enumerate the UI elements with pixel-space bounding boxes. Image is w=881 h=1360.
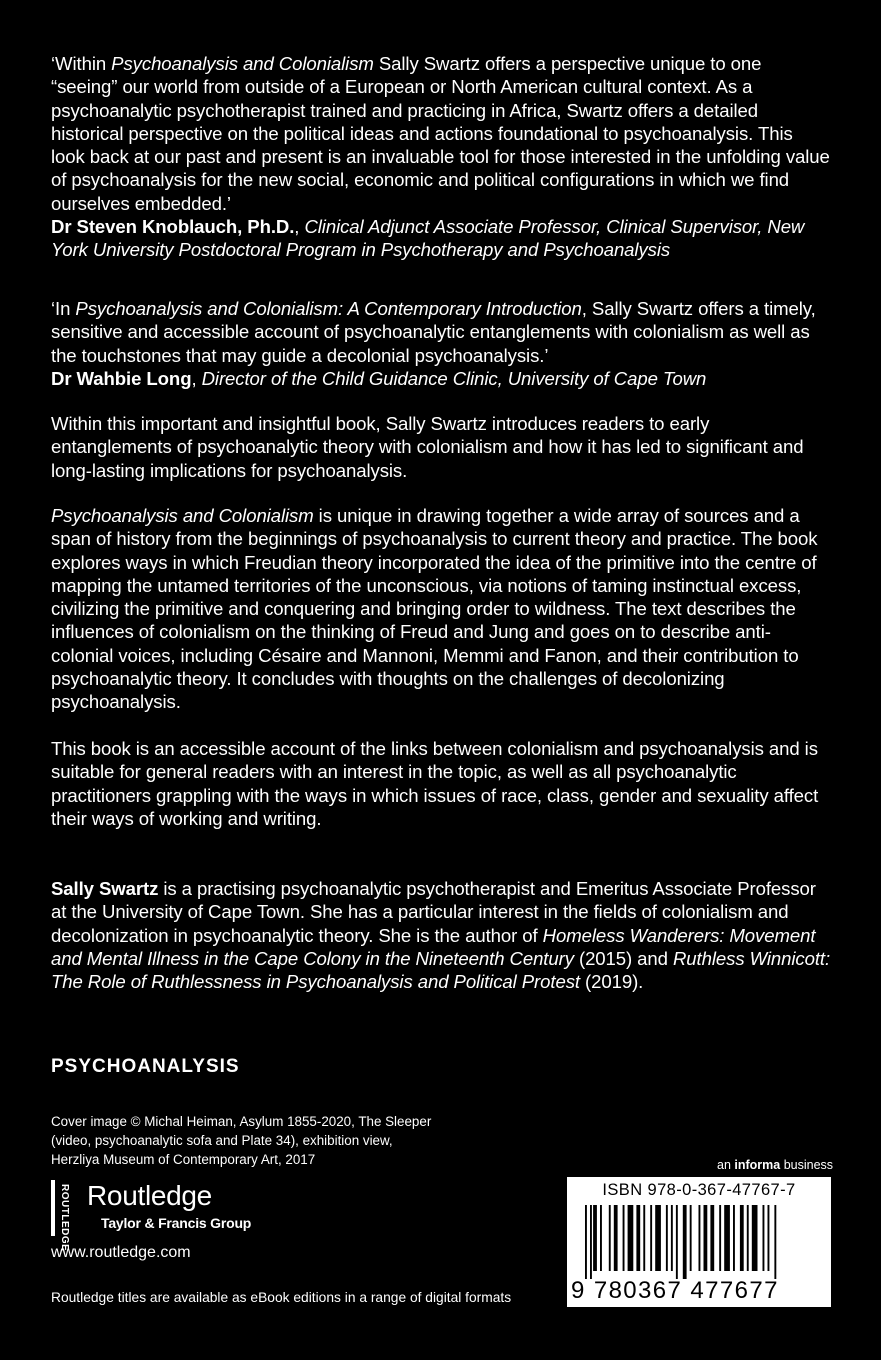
publisher-name: Routledge	[87, 1180, 212, 1211]
book-title: Psychoanalysis and Colonialism	[51, 505, 314, 526]
publisher-group: Taylor & Francis Group	[101, 1215, 252, 1231]
barcode-bar	[636, 1205, 640, 1271]
barcode-bar	[774, 1205, 776, 1279]
barcode-bar	[623, 1205, 625, 1271]
endorsement-knoblauch	[51, 52, 831, 262]
ebook-note: Routledge titles are available as eBook editions in a range of digital formats	[51, 1290, 512, 1305]
isbn-barcode	[567, 1177, 831, 1307]
barcode-bar	[676, 1205, 678, 1279]
barcode-bar	[643, 1205, 645, 1271]
barcode-bar	[690, 1205, 692, 1271]
author-name: Sally Swartz	[51, 878, 159, 899]
barcode-bar	[666, 1205, 668, 1271]
barcode-bar	[724, 1205, 730, 1271]
barcode-bar	[593, 1205, 597, 1271]
endorsement-attribution: Dr Steven Knoblauch, Ph.D., Clinical Adjunct Associate Professor, Clinical Supervisor, New York University Postdoctoral Program in Psychotherapy and Psychoanalysis	[51, 216, 805, 261]
barcode-bar	[763, 1205, 765, 1271]
barcode-bar	[747, 1205, 749, 1271]
endorsement-long	[51, 297, 831, 390]
barcode-bar	[733, 1205, 735, 1271]
description-paragraph-1: Within this important and insightful book, Sally Swartz introduces readers to early entanglements of psychoanalytic theory with colonialism and how it has led to significant and long-lasting implications for psychoanalysis.	[51, 413, 804, 481]
barcode-digits: 9 780367 477677	[571, 1277, 779, 1304]
informa-business-label: an informa business	[717, 1158, 834, 1172]
barcode-bar	[752, 1205, 758, 1271]
barcode-bar	[768, 1205, 770, 1271]
barcode-bar	[590, 1205, 592, 1279]
bio-book-title: Ruthless Winnicott: The Role of Ruthlessness in Psychoanalysis and Political Protest	[51, 947, 831, 993]
barcode-bar	[585, 1205, 587, 1279]
barcode-bar	[650, 1205, 652, 1271]
subject-category: PSYCHOANALYSIS	[51, 1056, 240, 1077]
bio-book-title: Homeless Wanderers: Movement and Mental Illness in the Cape Colony in the Nineteenth Century	[51, 924, 816, 969]
author-bio: Sally Swartz is a practising psychoanalytic psychotherapist and Emeritus Associate Professor at the University of Cape Town. She has a particular interest in the fields of colonialism and decolonization in psychoanalytic theory. She is the author of Homeless Wanderers: Movement and Mental Illness in the Cape Colony in the Nineteenth Century (2015) and Ruthless Winnicott: The Role of Ruthlessness in Psychoanalysis and Political Protest (2019).	[51, 878, 831, 993]
barcode-bar	[710, 1205, 714, 1271]
endorsement-attribution: Dr Wahbie Long, Director of the Child Guidance Clinic, University of Cape Town	[51, 367, 707, 389]
book-title: Psychoanalysis and Colonialism	[111, 53, 374, 74]
barcode-bar	[655, 1205, 661, 1271]
cover-credit: Cover image © Michal Heiman, Asylum 1855-2020, The Sleeper (video, psychoanalytic sofa and Plate 34), exhibition view, Herzliya Museum of Contemporary Art, 2017	[51, 1114, 432, 1167]
routledge-logo	[51, 1180, 311, 1252]
book-title: Psychoanalysis and Colonialism: A Contemporary Introduction	[75, 298, 582, 319]
barcode-bar	[719, 1205, 721, 1271]
barcode-bar	[609, 1205, 611, 1271]
barcode-bar	[740, 1205, 744, 1271]
barcode-bar	[671, 1205, 673, 1271]
barcode-bar	[614, 1205, 618, 1271]
endorser-name: Dr Wahbie Long	[51, 367, 192, 389]
endorsement-text: ‘Within Psychoanalysis and Colonialism Sally Swartz offers a perspective unique to one “seeing” our world from outside of a European or North American cultural context. As a psychoanalytic psychotherapist trained and practicing in Africa, Swartz offers a detailed historical perspective on the political ideas and actions foundational to psychoanalysis. This look back at our past and present is an invaluable tool for those interested in the unfolding value of psychoanalysis for the new social, economic and political configurations in which we find ourselves embedded.’	[51, 53, 830, 214]
endorsement-text: ‘In Psychoanalysis and Colonialism: A Contemporary Introduction, Sally Swartz offers a timely, sensitive and accessible account of psychoanalytic entanglements with colonialism as well as the touchstones that may guide a decolonial psychoanalysis.’	[51, 298, 816, 366]
description-paragraph-2: Psychoanalysis and Colonialism is unique in drawing together a wide array of sources and a span of history from the beginnings of psychoanalysis to current theory and practice. The book explores ways in which Freudian theory incorporated the idea of the primitive into the centre of mapping the untamed territories of the unconscious, via notions of taming instinctual excess, civilizing the primitive and conquering and bringing order to wildness. The text describes the influences of colonialism on the thinking of Freud and Jung and goes on to describe anti-colonial voices, including Césaire and Mannoni, Memmi and Fanon, and their contribution to psychoanalytic theory. It concludes with thoughts on the challenges of decolonizing psychoanalysis.	[51, 505, 818, 713]
publisher-website[interactable]: www.routledge.com	[51, 1244, 191, 1261]
endorser-affiliation: Director of the Child Guidance Clinic, University of Cape Town	[201, 367, 707, 389]
barcode-bar	[628, 1205, 634, 1271]
barcode-bar	[699, 1205, 701, 1271]
barcode-bar	[600, 1205, 602, 1271]
endorser-name: Dr Steven Knoblauch, Ph.D.	[51, 216, 295, 238]
barcode-bar	[683, 1205, 687, 1279]
description-paragraph-3: This book is an accessible account of the links between colonialism and psychoanalysis and is suitable for general readers with an interest in the topic, as well as all psychoanalytic practitioners grappling with the ways in which issues of race, class, gender and sexuality affect their ways of working and writing.	[51, 738, 819, 829]
isbn-number: ISBN 978-0-367-47767-7	[602, 1181, 796, 1199]
barcode-bar	[704, 1205, 708, 1271]
routledge-mark-icon: ROUTLEDGE	[51, 1180, 77, 1238]
endorser-affiliation: Clinical Adjunct Associate Professor, Clinical Supervisor, New York University Postdoctoral Program in Psychotherapy and Psychoanalysis	[51, 216, 805, 261]
